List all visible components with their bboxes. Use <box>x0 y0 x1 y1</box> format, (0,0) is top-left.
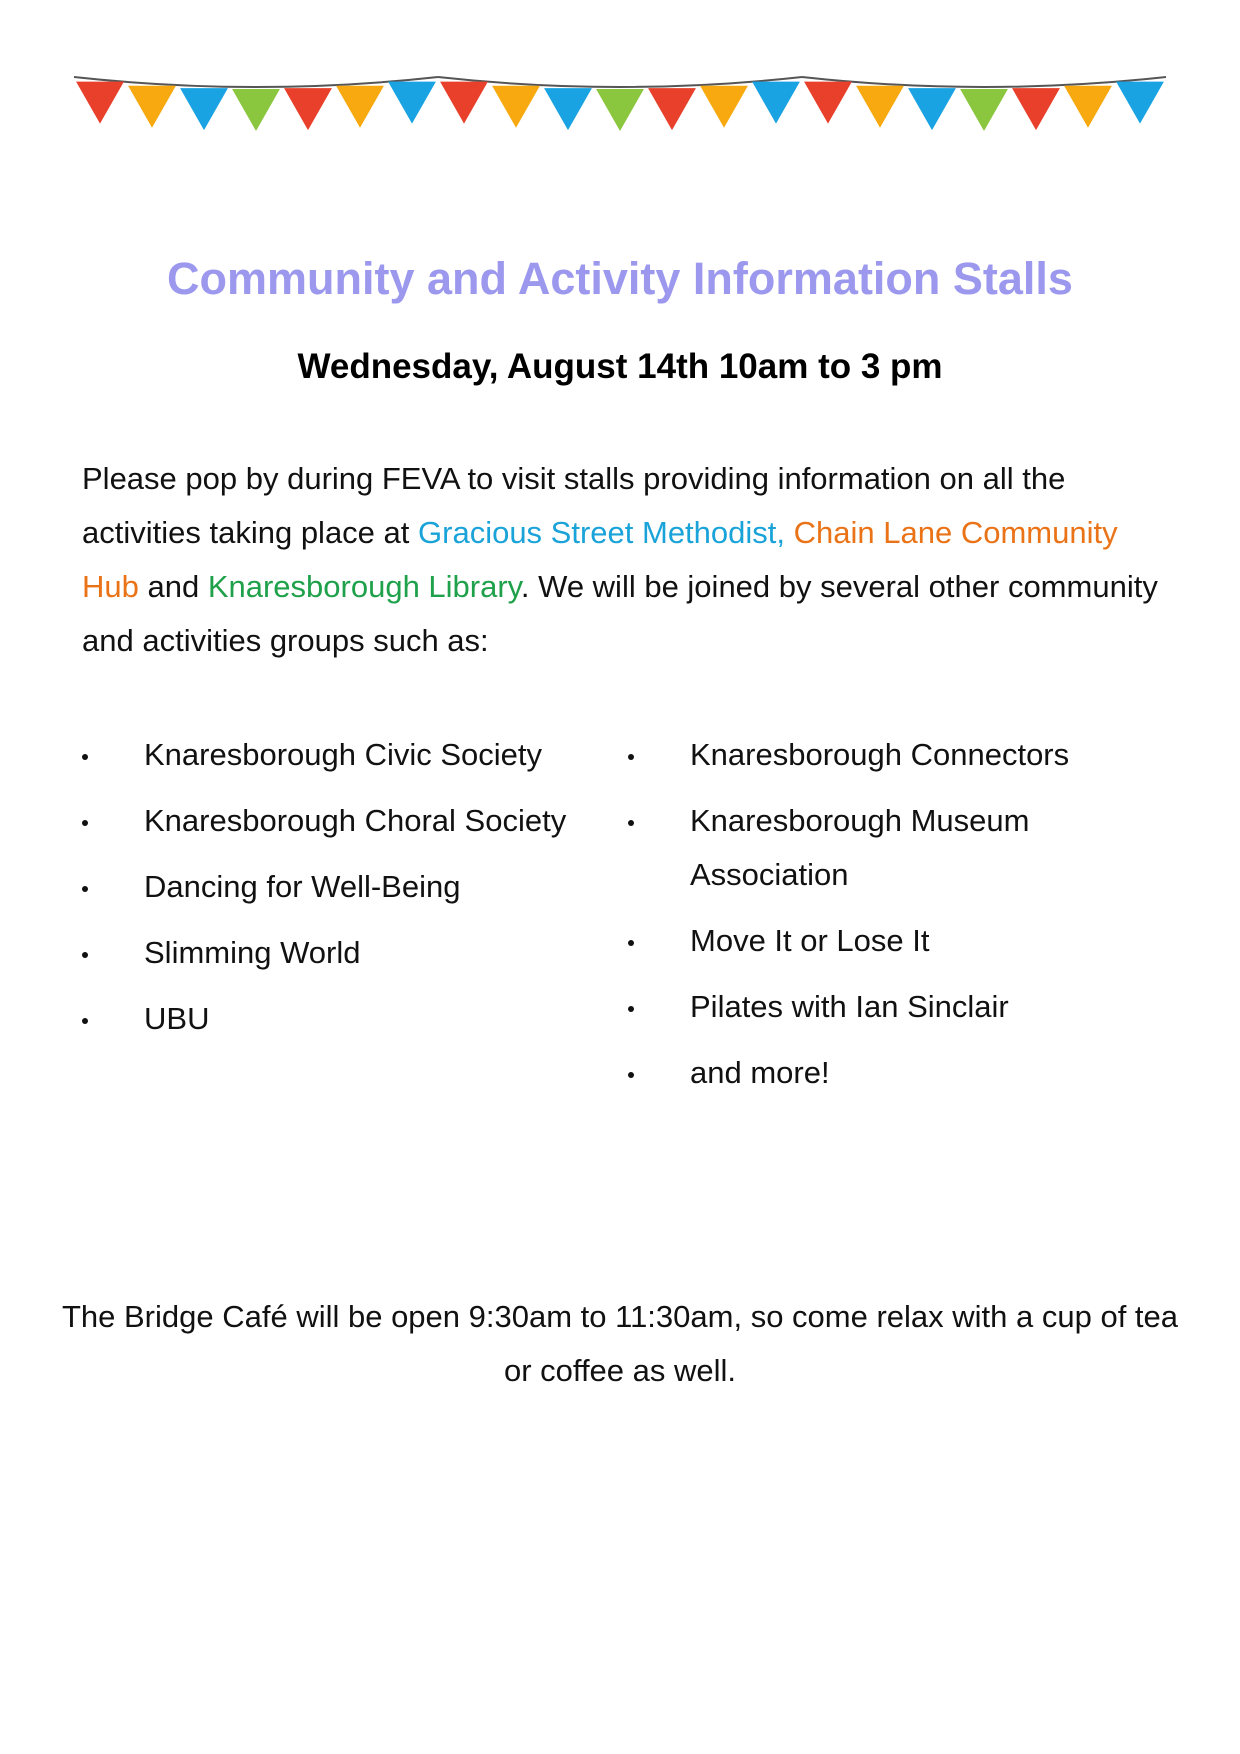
cafe-note: The Bridge Café will be open 9:30am to 11:30am, so come relax with a cup of tea or coffee as well. <box>61 1299 1179 1388</box>
flag-icon <box>232 89 280 131</box>
group-list-right <box>628 728 1148 1112</box>
bunting-string <box>802 77 1166 87</box>
flag-icon <box>648 88 696 130</box>
bunting-string <box>74 77 438 87</box>
list-item: Knaresborough Museum Association <box>628 794 1148 902</box>
page-title: Community and Activity Information Stalls <box>167 253 1073 304</box>
intro-text: Please pop by during FEVA to visit stalls providing information on all the activities taking place at <box>82 461 1066 550</box>
venue-library: Knaresborough Library <box>207 569 521 604</box>
flag-icon <box>128 86 176 128</box>
flag-icon <box>492 86 540 128</box>
flag-icon <box>856 86 904 128</box>
flag-icon <box>804 82 852 124</box>
bullet-icon <box>628 820 634 826</box>
flag-icon <box>1012 88 1060 130</box>
bullet-icon <box>82 952 88 958</box>
flag-icon <box>284 88 332 130</box>
flag-icon <box>960 89 1008 131</box>
bullet-icon <box>82 754 88 760</box>
list-item: Knaresborough Choral Society <box>82 794 622 848</box>
list-item: Move It or Lose It <box>628 914 1148 968</box>
flag-icon <box>1116 82 1164 124</box>
list-item: Pilates with Ian Sinclair <box>628 980 1148 1034</box>
flag-icon <box>596 89 644 131</box>
flag-icon <box>180 88 228 130</box>
bullet-icon <box>82 820 88 826</box>
bullet-icon <box>628 1072 634 1078</box>
group-list-left <box>82 728 622 1058</box>
flag-icon <box>440 82 488 124</box>
flag-icon <box>76 82 124 124</box>
bullet-icon <box>628 1006 634 1012</box>
intro-text-end: . We will be joined by several other community and activities groups such as: <box>82 569 1158 658</box>
bullet-icon <box>628 754 634 760</box>
flag-icon <box>544 88 592 130</box>
list-item: Knaresborough Connectors <box>628 728 1148 782</box>
bullet-icon <box>82 886 88 892</box>
bullet-icon <box>628 940 634 946</box>
flag-icon <box>700 86 748 128</box>
event-date: Wednesday, August 14th 10am to 3 pm <box>297 347 943 386</box>
flag-icon <box>752 82 800 124</box>
list-item: and more! <box>628 1046 1148 1100</box>
flag-icon <box>388 82 436 124</box>
venue-gracious-street: Gracious Street Methodist, <box>418 515 786 550</box>
bullet-icon <box>82 1018 88 1024</box>
flag-icon <box>908 88 956 130</box>
bunting-string <box>438 77 802 87</box>
list-item: Slimming World <box>82 926 622 980</box>
bunting-banner <box>0 0 1240 160</box>
list-item: Dancing for Well-Being <box>82 860 622 914</box>
flag-icon <box>1064 86 1112 128</box>
flag-icon <box>336 86 384 128</box>
intro-and: and <box>138 569 208 604</box>
list-item: UBU <box>82 992 622 1046</box>
list-item: Knaresborough Civic Society <box>82 728 622 782</box>
intro-paragraph <box>82 452 1172 668</box>
venue-chain-lane: Chain Lane Community Hub <box>82 515 1118 604</box>
